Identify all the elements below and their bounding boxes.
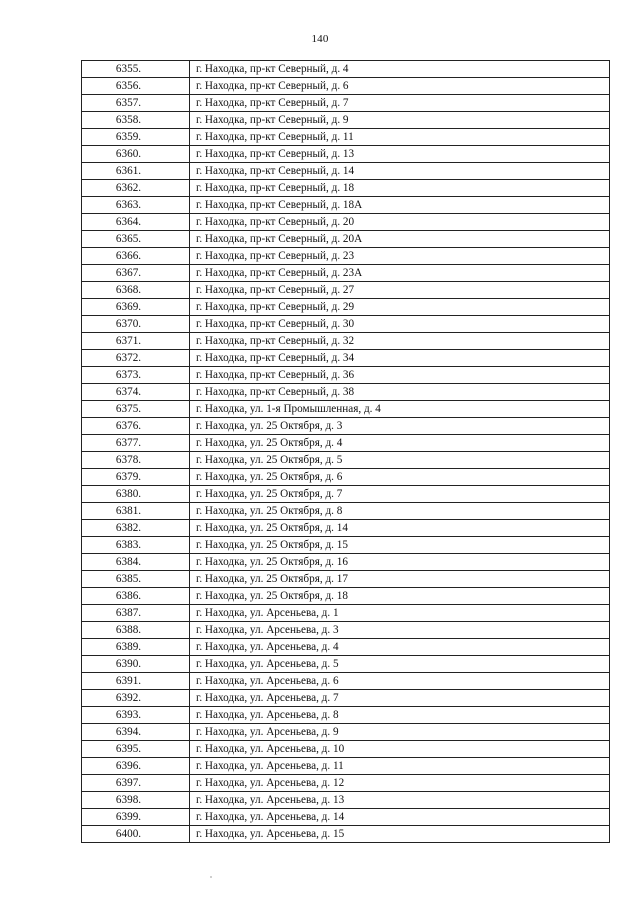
table-row <box>82 350 610 367</box>
address-cell: г. Находка, ул. 25 Октября, д. 4 <box>190 435 610 452</box>
address-cell: г. Находка, ул. Арсеньева, д. 14 <box>190 809 610 826</box>
table-row <box>82 112 610 129</box>
table-row <box>82 690 610 707</box>
address-cell: г. Находка, ул. Арсеньева, д. 11 <box>190 758 610 775</box>
row-number-cell: 6366. <box>82 248 190 265</box>
row-number-cell: 6394. <box>82 724 190 741</box>
address-cell: г. Находка, ул. Арсеньева, д. 15 <box>190 826 610 843</box>
table-row <box>82 452 610 469</box>
table-row <box>82 163 610 180</box>
address-cell: г. Находка, пр-кт Северный, д. 4 <box>190 61 610 78</box>
row-number-cell: 6386. <box>82 588 190 605</box>
address-cell: г. Находка, пр-кт Северный, д. 18 <box>190 180 610 197</box>
table-row <box>82 639 610 656</box>
table-row <box>82 129 610 146</box>
row-number-cell: 6363. <box>82 197 190 214</box>
row-number-cell: 6367. <box>82 265 190 282</box>
table-row <box>82 724 610 741</box>
address-cell: г. Находка, ул. 25 Октября, д. 16 <box>190 554 610 571</box>
address-table-body <box>82 61 610 843</box>
address-cell: г. Находка, ул. Арсеньева, д. 8 <box>190 707 610 724</box>
row-number-cell: 6355. <box>82 61 190 78</box>
row-number-cell: 6368. <box>82 282 190 299</box>
address-cell: г. Находка, ул. Арсеньева, д. 5 <box>190 656 610 673</box>
row-number-cell: 6369. <box>82 299 190 316</box>
address-cell: г. Находка, пр-кт Северный, д. 14 <box>190 163 610 180</box>
row-number-cell: 6387. <box>82 605 190 622</box>
table-row <box>82 588 610 605</box>
row-number-cell: 6399. <box>82 809 190 826</box>
address-cell: г. Находка, пр-кт Северный, д. 38 <box>190 384 610 401</box>
address-cell: г. Находка, пр-кт Северный, д. 32 <box>190 333 610 350</box>
address-cell: г. Находка, ул. Арсеньева, д. 12 <box>190 775 610 792</box>
address-cell: г. Находка, пр-кт Северный, д. 6 <box>190 78 610 95</box>
row-number-cell: 6357. <box>82 95 190 112</box>
address-cell: г. Находка, пр-кт Северный, д. 34 <box>190 350 610 367</box>
table-row <box>82 707 610 724</box>
table-row <box>82 741 610 758</box>
row-number-cell: 6356. <box>82 78 190 95</box>
address-cell: г. Находка, ул. Арсеньева, д. 4 <box>190 639 610 656</box>
row-number-cell: 6362. <box>82 180 190 197</box>
row-number-cell: 6358. <box>82 112 190 129</box>
table-row <box>82 469 610 486</box>
address-cell: г. Находка, ул. 25 Октября, д. 7 <box>190 486 610 503</box>
table-row <box>82 656 610 673</box>
address-cell: г. Находка, ул. Арсеньева, д. 1 <box>190 605 610 622</box>
address-cell: г. Находка, пр-кт Северный, д. 27 <box>190 282 610 299</box>
address-cell: г. Находка, ул. 25 Октября, д. 5 <box>190 452 610 469</box>
row-number-cell: 6389. <box>82 639 190 656</box>
row-number-cell: 6360. <box>82 146 190 163</box>
page-number: 140 <box>311 33 329 45</box>
table-row <box>82 316 610 333</box>
address-cell: г. Находка, пр-кт Северный, д. 9 <box>190 112 610 129</box>
table-row <box>82 333 610 350</box>
address-cell: г. Находка, ул. 25 Октября, д. 14 <box>190 520 610 537</box>
address-cell: г. Находка, пр-кт Северный, д. 23 <box>190 248 610 265</box>
address-cell: г. Находка, ул. 25 Октября, д. 18 <box>190 588 610 605</box>
row-number-cell: 6381. <box>82 503 190 520</box>
table-row <box>82 61 610 78</box>
row-number-cell: 6375. <box>82 401 190 418</box>
scan-speck <box>210 876 212 878</box>
row-number-cell: 6377. <box>82 435 190 452</box>
row-number-cell: 6395. <box>82 741 190 758</box>
address-cell: г. Находка, пр-кт Северный, д. 20 <box>190 214 610 231</box>
row-number-cell: 6384. <box>82 554 190 571</box>
row-number-cell: 6379. <box>82 469 190 486</box>
table-row <box>82 384 610 401</box>
table-row <box>82 554 610 571</box>
address-cell: г. Находка, ул. 25 Октября, д. 15 <box>190 537 610 554</box>
table-row <box>82 537 610 554</box>
row-number-cell: 6391. <box>82 673 190 690</box>
row-number-cell: 6383. <box>82 537 190 554</box>
row-number-cell: 6385. <box>82 571 190 588</box>
address-cell: г. Находка, ул. 25 Октября, д. 17 <box>190 571 610 588</box>
table-row <box>82 775 610 792</box>
address-cell: г. Находка, ул. Арсеньева, д. 13 <box>190 792 610 809</box>
row-number-cell: 6382. <box>82 520 190 537</box>
row-number-cell: 6359. <box>82 129 190 146</box>
table-row <box>82 248 610 265</box>
table-row <box>82 418 610 435</box>
table-row <box>82 282 610 299</box>
table-row <box>82 197 610 214</box>
table-row <box>82 214 610 231</box>
row-number-cell: 6376. <box>82 418 190 435</box>
table-row <box>82 95 610 112</box>
row-number-cell: 6388. <box>82 622 190 639</box>
address-cell: г. Находка, ул. Арсеньева, д. 9 <box>190 724 610 741</box>
address-cell: г. Находка, ул. Арсеньева, д. 6 <box>190 673 610 690</box>
row-number-cell: 6396. <box>82 758 190 775</box>
table-row <box>82 146 610 163</box>
table-row <box>82 401 610 418</box>
row-number-cell: 6361. <box>82 163 190 180</box>
row-number-cell: 6400. <box>82 826 190 843</box>
address-cell: г. Находка, ул. Арсеньева, д. 10 <box>190 741 610 758</box>
table-row <box>82 486 610 503</box>
table-row <box>82 503 610 520</box>
table-row <box>82 826 610 843</box>
row-number-cell: 6371. <box>82 333 190 350</box>
address-cell: г. Находка, пр-кт Северный, д. 7 <box>190 95 610 112</box>
row-number-cell: 6397. <box>82 775 190 792</box>
table-row <box>82 435 610 452</box>
table-row <box>82 367 610 384</box>
row-number-cell: 6364. <box>82 214 190 231</box>
address-cell: г. Находка, пр-кт Северный, д. 36 <box>190 367 610 384</box>
row-number-cell: 6390. <box>82 656 190 673</box>
row-number-cell: 6374. <box>82 384 190 401</box>
row-number-cell: 6392. <box>82 690 190 707</box>
table-row <box>82 622 610 639</box>
table-row <box>82 792 610 809</box>
address-cell: г. Находка, пр-кт Северный, д. 18А <box>190 197 610 214</box>
row-number-cell: 6398. <box>82 792 190 809</box>
row-number-cell: 6378. <box>82 452 190 469</box>
row-number-cell: 6370. <box>82 316 190 333</box>
table-row <box>82 180 610 197</box>
address-cell: г. Находка, ул. 25 Октября, д. 6 <box>190 469 610 486</box>
address-cell: г. Находка, ул. 1-я Промышленная, д. 4 <box>190 401 610 418</box>
address-cell: г. Находка, ул. 25 Октября, д. 3 <box>190 418 610 435</box>
table-row <box>82 673 610 690</box>
row-number-cell: 6365. <box>82 231 190 248</box>
table-row <box>82 520 610 537</box>
table-row <box>82 78 610 95</box>
table-row <box>82 265 610 282</box>
table-row <box>82 605 610 622</box>
address-cell: г. Находка, пр-кт Северный, д. 13 <box>190 146 610 163</box>
table-row <box>82 299 610 316</box>
table-row <box>82 809 610 826</box>
address-cell: г. Находка, ул. Арсеньева, д. 7 <box>190 690 610 707</box>
address-cell: г. Находка, пр-кт Северный, д. 20А <box>190 231 610 248</box>
address-cell: г. Находка, пр-кт Северный, д. 30 <box>190 316 610 333</box>
table-row <box>82 571 610 588</box>
row-number-cell: 6372. <box>82 350 190 367</box>
table-row <box>82 231 610 248</box>
address-table <box>81 60 610 843</box>
address-cell: г. Находка, пр-кт Северный, д. 11 <box>190 129 610 146</box>
row-number-cell: 6380. <box>82 486 190 503</box>
address-cell: г. Находка, пр-кт Северный, д. 29 <box>190 299 610 316</box>
address-cell: г. Находка, ул. Арсеньева, д. 3 <box>190 622 610 639</box>
address-cell: г. Находка, ул. 25 Октября, д. 8 <box>190 503 610 520</box>
row-number-cell: 6373. <box>82 367 190 384</box>
address-cell: г. Находка, пр-кт Северный, д. 23А <box>190 265 610 282</box>
table-row <box>82 758 610 775</box>
row-number-cell: 6393. <box>82 707 190 724</box>
